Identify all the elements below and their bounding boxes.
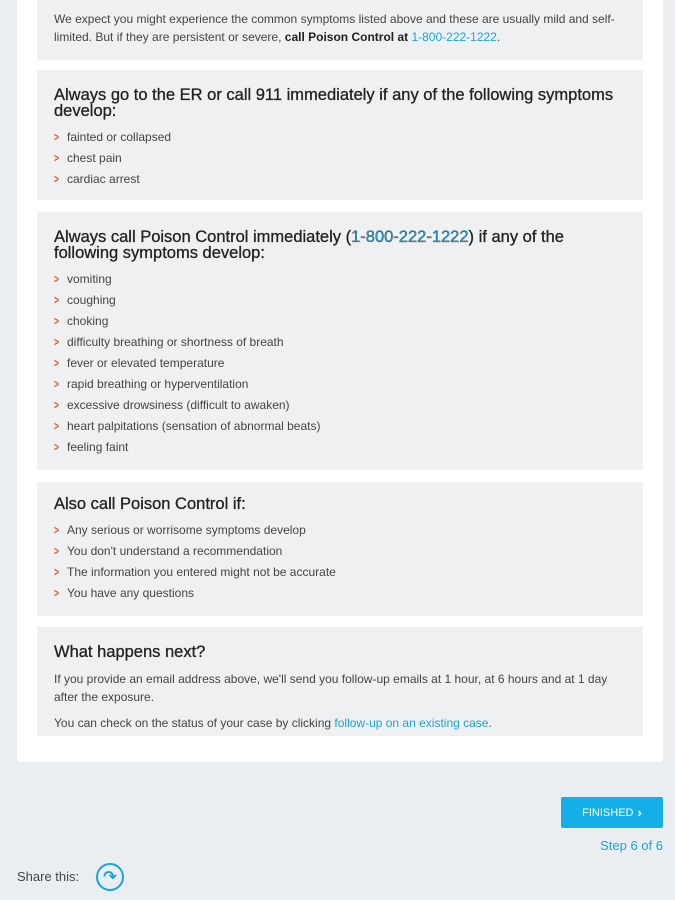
list-item	[54, 416, 626, 437]
next-p2-text: You can check on the status of your case by clicking	[54, 716, 335, 730]
list-item	[54, 395, 626, 416]
chevron-right-icon: >	[54, 293, 59, 307]
content-card	[17, 0, 663, 762]
chevron-right-icon: >	[54, 314, 59, 328]
next-p2-end: .	[488, 716, 492, 730]
next-box	[37, 627, 643, 736]
list-item-label: fainted or collapsed	[67, 130, 172, 144]
list-item-label: chest pain	[67, 151, 122, 165]
list-item	[54, 290, 626, 311]
list-item-label: The information you entered might not be accurate	[67, 565, 336, 579]
intro-text: We expect you might experience the common symptoms listed above and these are usually mild and self-limited. But if they are persistent or severe,	[54, 12, 615, 44]
share-label: Share this:	[17, 869, 80, 884]
intro-box	[37, 0, 643, 60]
chevron-right-icon: >	[54, 335, 59, 349]
chevron-right-icon: >	[54, 398, 59, 412]
list-item-label: cardiac arrest	[67, 172, 140, 186]
list-item-label: rapid breathing or hyperventilation	[67, 377, 249, 391]
list-item	[54, 520, 626, 541]
poison-title-pre: Always call Poison Control immediately (	[54, 228, 352, 246]
finished-button[interactable]	[561, 797, 663, 828]
er-box	[37, 70, 643, 200]
list-item-label: coughing	[67, 293, 116, 307]
list-item	[54, 583, 626, 604]
list-item	[54, 353, 626, 374]
list-item-label: fever or elevated temperature	[67, 356, 225, 370]
step-indicator: Step 6 of 6	[600, 838, 663, 853]
list-item	[54, 374, 626, 395]
finished-label: FINISHED	[582, 806, 634, 819]
list-item-label: feeling faint	[67, 440, 129, 454]
poison-box	[37, 212, 643, 470]
er-title: Always go to the ER or call 911 immediately if any of the following symptoms develop:	[54, 86, 614, 120]
list-item	[54, 127, 626, 148]
list-item	[54, 437, 626, 458]
poison-phone-link[interactable]: 1-800-222-1222	[411, 30, 497, 44]
next-title: What happens next?	[54, 643, 206, 661]
list-item	[54, 541, 626, 562]
chevron-right-icon: ›	[637, 805, 642, 820]
also-box	[37, 482, 643, 616]
list-item	[54, 269, 626, 290]
chevron-right-icon: >	[54, 440, 59, 454]
chevron-right-icon: >	[54, 377, 59, 391]
poison-phone-link[interactable]: 1-800-222-1222	[351, 228, 469, 246]
list-item-label: choking	[67, 314, 109, 328]
list-item	[54, 311, 626, 332]
list-item	[54, 148, 626, 169]
list-item-label: Any serious or worrisome symptoms develop	[67, 523, 306, 537]
list-item	[54, 332, 626, 353]
poison-title-post: ) if any of the following symptoms develop:	[54, 228, 564, 262]
chevron-right-icon: >	[54, 272, 59, 286]
list-item-label: excessive drowsiness (difficult to awaken)	[67, 398, 290, 412]
chevron-right-icon: >	[54, 565, 59, 579]
chevron-right-icon: >	[54, 172, 59, 186]
chevron-right-icon: >	[54, 419, 59, 433]
chevron-right-icon: >	[54, 523, 59, 537]
intro-end: .	[496, 30, 501, 44]
intro-bold: call Poison Control at	[284, 30, 412, 44]
list-item	[54, 562, 626, 583]
list-item-label: difficulty breathing or shortness of breath	[67, 335, 284, 349]
chevron-right-icon: >	[54, 356, 59, 370]
list-item	[54, 169, 626, 190]
chevron-right-icon: >	[54, 544, 59, 558]
next-p1: If you provide an email address above, we'll send you follow-up emails at 1 hour, at 6 hours and at 1 day after the exposure.	[54, 672, 608, 704]
chevron-right-icon: >	[54, 586, 59, 600]
next-p2	[54, 714, 626, 732]
chevron-right-icon: >	[54, 151, 59, 165]
chevron-right-icon: >	[54, 130, 59, 144]
list-item-label: You have any questions	[67, 586, 194, 600]
also-title: Also call Poison Control if:	[54, 495, 246, 513]
list-item-label: You don't understand a recommendation	[67, 544, 283, 558]
share-icon[interactable]: ↷	[96, 863, 124, 891]
list-item-label: heart palpitations (sensation of abnormal beats)	[67, 419, 321, 433]
poison-title	[54, 229, 626, 261]
follow-up-link[interactable]: follow-up on an existing case	[334, 716, 489, 730]
list-item-label: vomiting	[67, 272, 112, 286]
